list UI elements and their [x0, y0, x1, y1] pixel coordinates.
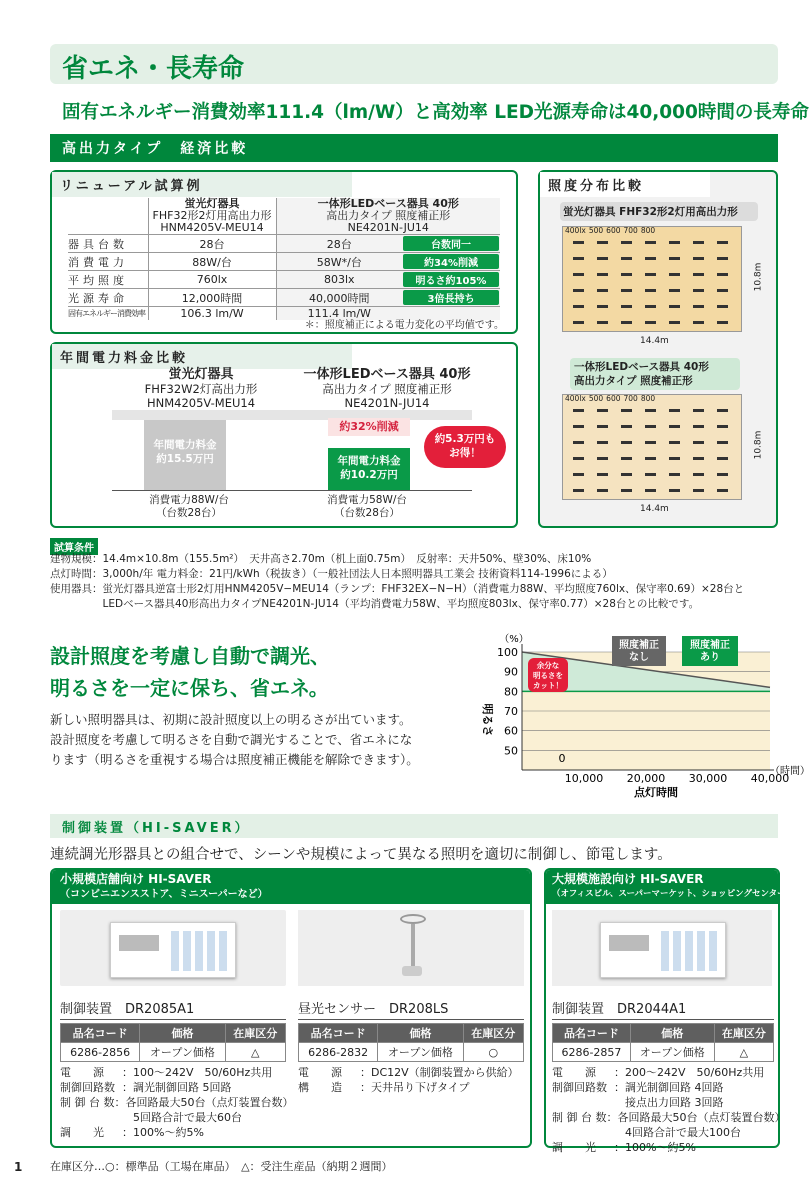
fixture-mark [693, 273, 704, 276]
condition-line: 建物規模：14.4m×10.8m（155.5m²） 天井高さ2.70m（机上面0.75m） 反射率：天井50%、壁30%、床10% [50, 553, 592, 565]
fixture-mark [717, 409, 728, 412]
renewal-row [68, 289, 500, 307]
annual-cost-box [50, 342, 518, 528]
renewal-cell: 760lx [148, 271, 276, 289]
spec-key: 電 源 [298, 1066, 342, 1079]
renewal-cell: 803lx [276, 271, 402, 289]
fixture-mark [669, 473, 680, 476]
annual-right-bar: 年間電力料金 約10.2万円 [328, 448, 410, 490]
renewal-cell: 106.3 lm/W [148, 307, 276, 321]
fixture-mark [573, 489, 584, 492]
fixture-mark [693, 289, 704, 292]
renewal-badge: 約34%削減 [403, 254, 499, 269]
conditions-list [50, 552, 790, 612]
renewal-cell: 58W*/台 [276, 253, 402, 271]
renewal-cell: 器具台数 [68, 237, 128, 251]
section-bar-economy: 高出力タイプ 経済比較 [50, 134, 778, 162]
fixture-mark [573, 425, 584, 428]
fixture-mark [717, 241, 728, 244]
renewal-row [68, 271, 500, 289]
item-th: 価格 [630, 1024, 714, 1043]
illum-led-label: 一体形LEDベース器具 40形 高出力タイプ 照度補正形 [570, 358, 740, 390]
fixture-mark [621, 457, 632, 460]
y-unit: （%） [499, 634, 529, 645]
item-specs [298, 1065, 524, 1095]
item-table [298, 1023, 524, 1062]
large-facility-box [544, 868, 811, 1154]
illum-fl-width: 14.4m [640, 336, 669, 346]
fixture-mark [669, 441, 680, 444]
annual-left-sub1: FHF32W2灯高出力形 [144, 382, 258, 396]
renewal-cell: 40,000時間 [276, 289, 402, 307]
fixture-mark [645, 305, 656, 308]
renewal-table [68, 198, 500, 320]
spec-key: 制 御 台 数 [552, 1111, 607, 1124]
fixture-mark [693, 457, 704, 460]
fixture-mark [621, 305, 632, 308]
fixture-mark [573, 289, 584, 292]
contour-label: 600 [606, 226, 621, 235]
renewal-cell: 光源寿命 [68, 291, 128, 305]
fixture-mark [621, 489, 632, 492]
illum-fl-label: 蛍光灯器具 FHF32形2灯用高出力形 [560, 202, 758, 221]
renewal-cell: 88W/台 [148, 253, 276, 271]
fixture-mark [645, 289, 656, 292]
item-th: 在庫区分 [714, 1024, 773, 1043]
item-table [552, 1023, 774, 1062]
fixture-mark [717, 289, 728, 292]
stock-legend: 在庫区分…○：標準品（工場在庫品） △：受注生産品（納期２週間） [50, 1160, 393, 1173]
contour-label: 500 [588, 394, 604, 403]
contour-labels [565, 226, 658, 235]
fixture-mark [645, 321, 656, 324]
y-tick-label: 90 [504, 665, 518, 679]
col2-model: NE4201N-JU14 [347, 221, 429, 234]
fixture-mark [621, 321, 632, 324]
col2-type: 高出力タイプ 照度補正形 [326, 209, 451, 222]
page-subtitle: 固有エネルギー消費効率111.4（lm/W）と高効率 LED光源寿命は40,000時間の長寿命 [62, 102, 809, 123]
spec-value: ：各回路最大50台（点灯装置台数） [114, 1096, 294, 1109]
item-price: オープン価格 [630, 1043, 714, 1062]
annual-right-foot1: 消費電力58W/台 [327, 494, 407, 506]
illuminance-box [538, 170, 778, 528]
item-stock: △ [714, 1043, 773, 1062]
legend-on-text: あり [700, 652, 720, 663]
sensor-image [298, 910, 524, 986]
fixture-mark [645, 273, 656, 276]
fixture-mark [573, 321, 584, 324]
fixture-mark [717, 273, 728, 276]
fixture-mark [573, 409, 584, 412]
y-tick-label: 60 [504, 724, 518, 738]
item-stock: ○ [463, 1043, 523, 1062]
fixture-mark [573, 457, 584, 460]
spec-key [552, 1125, 614, 1140]
item-th: 品名コード [553, 1024, 631, 1043]
spec-key [60, 1110, 122, 1125]
item-th: 品名コード [299, 1024, 378, 1043]
contour-label: 700 [623, 394, 638, 403]
legend-off-text: なし [629, 652, 649, 663]
item-price: オープン価格 [378, 1043, 463, 1062]
fixture-mark [645, 241, 656, 244]
renewal-cell: 111.4 lm/W [276, 307, 402, 321]
annual-left-bar: 年間電力料金 約15.5万円 [144, 420, 226, 490]
fixture-mark [693, 257, 704, 260]
fixture-mark [669, 409, 680, 412]
fixture-mark [597, 289, 608, 292]
renewal-note: ＊：照度補正による電力変化の平均値です。 [304, 320, 504, 331]
fixture-mark [597, 473, 608, 476]
fixture-mark [573, 241, 584, 244]
condition-line: LEDベース器具40形高出力タイプNE4201N-JU14（平均消費電力58W、平均照度803lx、保守率0.77）×28台との比較です。 [50, 598, 700, 610]
annual-left-foot1: 消費電力88W/台 [149, 494, 229, 506]
illum-title: 照度分布比較 [540, 172, 710, 197]
annual-reduction-label: 約32%削減 [328, 418, 410, 436]
item-code: 6286-2857 [553, 1043, 631, 1062]
fixture-mark [621, 273, 632, 276]
spec-value: 4回路合計で最大100台 [614, 1126, 741, 1139]
large-facility-head: 大規模施設向け HI-SAVER （オフィスビル、スーパーマーケット、ショッピングセンターなど） [546, 870, 778, 904]
annual-left-name: 蛍光灯器具 [168, 367, 234, 382]
col2-name: 一体形LEDベース器具 40形 [317, 197, 459, 210]
fixture-mark [597, 489, 608, 492]
x-unit: （時間） [770, 766, 810, 777]
fixture-mark [669, 273, 680, 276]
fixture-mark [717, 425, 728, 428]
spec-key: 制御回路数 [552, 1081, 607, 1094]
small-store-head: 小規模店舗向け HI-SAVER （コンビニエンスストア、ミニスーパーなど） [52, 870, 530, 904]
fixture-mark [621, 257, 632, 260]
fixture-mark [573, 441, 584, 444]
fixture-mark [693, 241, 704, 244]
item-th: 価格 [378, 1024, 463, 1043]
fixture-mark [693, 473, 704, 476]
control-item-dr208ls [298, 998, 524, 1095]
fixture-mark [669, 241, 680, 244]
spec-value: ：調光制御回路 5回路 [122, 1081, 232, 1094]
spec-value: ：DC12V（制御装置から供給） [360, 1066, 519, 1079]
small-store-box [50, 868, 532, 1148]
condition-line: 点灯時間：3,000h/年 電力料金：21円/kWh（税抜き）（一般社団法人日本照明器具工業会 技術資料114-1996による） [50, 568, 613, 580]
control-item-dr2085a1 [60, 998, 294, 1140]
fixture-mark [669, 457, 680, 460]
item-th: 価格 [140, 1024, 225, 1043]
annual-band [112, 410, 472, 420]
y-tick-label: 80 [504, 685, 518, 699]
fixture-mark [573, 273, 584, 276]
fixture-mark [717, 305, 728, 308]
spec-key: 電 源 [60, 1066, 104, 1079]
fixture-mark [717, 473, 728, 476]
x-tick-label: 40,000 [750, 772, 790, 785]
contour-label: 600 [606, 394, 621, 403]
contour-labels [565, 394, 658, 403]
page-title: 省エネ・長寿命 [62, 54, 245, 84]
annotation-text: 余分な [536, 661, 560, 670]
control-panel-image [60, 910, 286, 986]
control-bar: 制御装置（HI-SAVER） [50, 814, 778, 838]
fixture-mark [597, 257, 608, 260]
control-lead: 連続調光形器具との組合せで、シーンや規模によって異なる照明を適切に制御し、節電します。 [50, 847, 672, 863]
annual-burst: 約5.3万円も お得！ [424, 426, 506, 468]
fixture-mark [693, 425, 704, 428]
annual-left-foot2: （台数28台） [156, 507, 222, 519]
renewal-badge: 3倍長持ち [403, 290, 499, 305]
fixture-mark [669, 305, 680, 308]
fixture-mark [693, 305, 704, 308]
fixture-mark [573, 473, 584, 476]
renewal-cell: 固有エネルギー消費効率 [68, 309, 145, 318]
item-stock: △ [225, 1043, 285, 1062]
fixture-mark [669, 321, 680, 324]
item-code: 6286-2856 [61, 1043, 140, 1062]
annotation-text: カット！ [533, 681, 563, 690]
fixture-mark [693, 441, 704, 444]
renewal-title: リニューアル試算例 [52, 172, 352, 197]
item-name: 制御装置 DR2044A1 [552, 998, 774, 1020]
spec-key: 制 御 台 数 [60, 1096, 115, 1109]
item-th: 在庫区分 [225, 1024, 285, 1043]
item-name: 昼光センサー DR208LS [298, 998, 524, 1020]
spec-value: ：天井吊り下げタイプ [360, 1081, 470, 1094]
renewal-badge: 台数同一 [403, 236, 499, 251]
fixture-mark [645, 457, 656, 460]
fixture-mark [669, 425, 680, 428]
fixture-mark [669, 289, 680, 292]
renewal-cell: 28台 [276, 235, 402, 253]
illum-led-height: 10.8m [753, 430, 764, 460]
fixture-mark [645, 473, 656, 476]
spec-value: 接点出力回路 3回路 [614, 1096, 724, 1109]
fixture-mark [693, 489, 704, 492]
annual-right-foot2: （台数28台） [334, 507, 400, 519]
illum-plan-led [562, 394, 742, 500]
fixture-mark [597, 241, 608, 244]
annual-right-sub1: 高出力タイプ 照度補正形 [322, 382, 452, 396]
fixture-mark [621, 441, 632, 444]
x-tick-label: 20,000 [626, 772, 666, 785]
item-table [60, 1023, 286, 1062]
renewal-cell: 消費電力 [68, 255, 128, 269]
legend-off-text: 照度補正 [619, 640, 659, 651]
dimming-heading: 設計照度を考慮し自動で調光、 明るさを一定に保ち、省エネ。 [50, 644, 330, 700]
contour-label: 500 [588, 226, 604, 235]
fixture-mark [645, 425, 656, 428]
y-tick-label: 50 [504, 744, 518, 758]
renewal-row [68, 253, 500, 271]
annual-title: 年間電力料金比較 [52, 344, 352, 369]
fixture-mark [717, 441, 728, 444]
fixture-mark [669, 257, 680, 260]
fixture-mark [597, 441, 608, 444]
spec-value: ：各回路最大50台（点灯装置台数） [606, 1111, 786, 1124]
fixture-mark [597, 457, 608, 460]
item-specs [552, 1065, 786, 1155]
contour-label: 400lx [565, 394, 586, 403]
renewal-cell: 12,000時間 [148, 289, 276, 307]
control-panel-image-large [552, 910, 772, 986]
contour-label: 800 [640, 226, 656, 235]
fixture-mark [597, 305, 608, 308]
x-axis-label: 点灯時間 [634, 786, 678, 799]
spec-value: ：100〜242V 50/60Hz共用 [122, 1066, 273, 1079]
fixture-mark [717, 257, 728, 260]
x-zero-label: 0 [558, 752, 566, 765]
renewal-cell: 平均照度 [68, 273, 128, 287]
y-tick-label: 100 [497, 646, 518, 659]
condition-line: 使用器具：蛍光灯器具逆富士形2灯用HNM4205V−MEU14（ランプ：FHF32EX−N−H）（消費電力88W、平均照度760lx、保守率0.69）×28台と [50, 583, 745, 595]
fixture-mark [717, 457, 728, 460]
conditions-label: 試算条件 [50, 538, 98, 555]
fixture-mark [693, 321, 704, 324]
illum-led-width: 14.4m [640, 504, 669, 514]
item-th: 品名コード [61, 1024, 140, 1043]
renewal-box [50, 170, 518, 334]
spec-key: 調 光 [60, 1126, 104, 1139]
spec-value: ：100%〜約5% [122, 1126, 204, 1139]
fixture-mark [645, 409, 656, 412]
fixture-mark [717, 321, 728, 324]
annual-left-sub2: HNM4205V-MEU14 [146, 396, 256, 410]
annotation-text: 明るさを [533, 671, 563, 680]
fixture-mark [621, 241, 632, 244]
legend-on-text: 照度補正 [690, 640, 730, 651]
fixture-mark [621, 409, 632, 412]
x-tick-label: 30,000 [688, 772, 728, 785]
page-number: 1 [14, 1160, 23, 1174]
col1-name: 蛍光灯器具 [184, 197, 240, 210]
fixture-mark [645, 257, 656, 260]
spec-value: ：200〜242V 50/60Hz共用 [614, 1066, 765, 1079]
col1-type: FHF32形2灯用高出力形 [152, 209, 272, 222]
fixture-mark [645, 441, 656, 444]
renewal-row [68, 235, 500, 253]
spec-key [552, 1095, 614, 1110]
col1-model: HNM4205V-MEU14 [160, 221, 264, 234]
fixture-mark [621, 473, 632, 476]
dimming-body: 新しい照明器具は、初期に設計照度以上の明るさが出ています。 設計照度を考慮して明るさを自動で調光することで、省エネにな ります（明るさを重視する場合は照度補正機能を解除できます）。 [50, 712, 419, 767]
fixture-mark [597, 273, 608, 276]
renewal-cell: 28台 [148, 235, 276, 253]
fixture-mark [573, 257, 584, 260]
renewal-badge: 明るさ約105% [403, 272, 499, 287]
fixture-mark [645, 489, 656, 492]
fixture-mark [597, 321, 608, 324]
y-axis-label: 明るさ [481, 703, 494, 737]
spec-value: ：調光制御回路 4回路 [614, 1081, 724, 1094]
annual-right-sub2: NE4201N-JU14 [344, 396, 430, 410]
contour-label: 800 [640, 394, 656, 403]
spec-value: ：100%〜約5% [614, 1141, 696, 1154]
item-th: 在庫区分 [463, 1024, 523, 1043]
contour-label: 700 [623, 226, 638, 235]
item-specs [60, 1065, 294, 1140]
fixture-mark [597, 425, 608, 428]
fixture-mark [621, 425, 632, 428]
illum-plan-fluorescent [562, 226, 742, 332]
fixture-mark [573, 305, 584, 308]
annual-right-name: 一体形LEDベース器具 40形 [303, 367, 471, 382]
control-item-dr2044a1 [552, 998, 786, 1155]
spec-key: 調 光 [552, 1141, 596, 1154]
contour-label: 400lx [565, 226, 586, 235]
y-tick-label: 70 [504, 705, 518, 718]
fixture-mark [717, 489, 728, 492]
spec-key: 電 源 [552, 1066, 596, 1079]
fixture-mark [693, 409, 704, 412]
item-code: 6286-2832 [299, 1043, 378, 1062]
item-name: 制御装置 DR2085A1 [60, 998, 286, 1020]
x-tick-label: 10,000 [564, 772, 604, 785]
illum-fl-height: 10.8m [753, 262, 764, 292]
fixture-mark [669, 489, 680, 492]
fixture-mark [621, 289, 632, 292]
fixture-mark [597, 409, 608, 412]
dimming-chart [470, 630, 810, 800]
spec-key: 制御回路数 [60, 1081, 115, 1094]
item-price: オープン価格 [140, 1043, 225, 1062]
spec-value: 5回路合計で最大60台 [122, 1111, 242, 1124]
spec-key: 構 造 [298, 1081, 342, 1094]
